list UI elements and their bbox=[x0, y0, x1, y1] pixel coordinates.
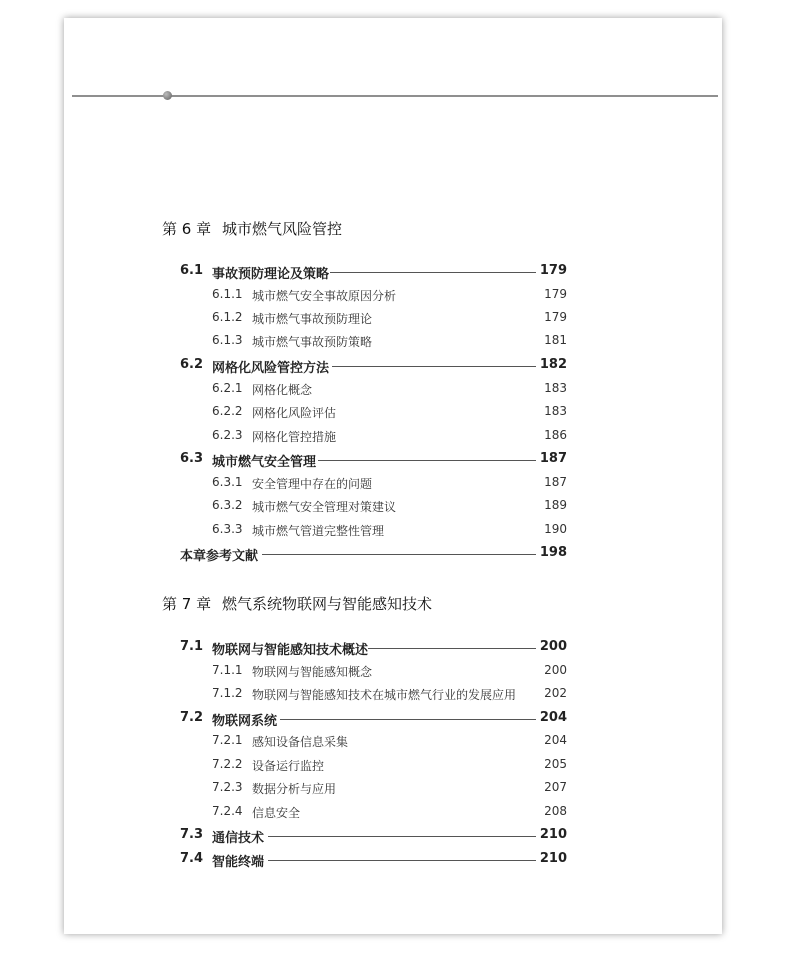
section-title: 物联网系统 bbox=[212, 714, 278, 729]
subsection-number: 6.3.1 bbox=[212, 475, 243, 489]
section-number: 7.4 bbox=[180, 851, 204, 866]
page-number: 210 bbox=[539, 851, 567, 866]
section-number: 7.1 bbox=[180, 639, 204, 654]
page-number: 186 bbox=[544, 428, 567, 442]
page-number: 202 bbox=[544, 686, 567, 700]
toc-subsection bbox=[64, 333, 722, 353]
toc-section-6-1 bbox=[64, 263, 722, 283]
book-page bbox=[64, 18, 722, 934]
page-number: 205 bbox=[544, 757, 567, 771]
page-number: 183 bbox=[544, 381, 567, 395]
page-number: 207 bbox=[544, 780, 567, 794]
subsection-title: 网格化管控措施 bbox=[252, 430, 337, 444]
page-number: 198 bbox=[539, 545, 567, 560]
toc-subsection bbox=[64, 287, 722, 307]
page-number: 204 bbox=[544, 733, 567, 747]
page-number: 181 bbox=[544, 333, 567, 347]
subsection-number: 6.2.3 bbox=[212, 428, 243, 442]
toc-section-7-2 bbox=[64, 710, 722, 730]
chapter-7-heading bbox=[162, 593, 432, 614]
subsection-title: 城市燃气安全管理对策建议 bbox=[252, 500, 397, 514]
toc-subsection bbox=[64, 780, 722, 800]
toc-subsection bbox=[64, 686, 722, 706]
dot-leader bbox=[332, 366, 536, 367]
dot-leader bbox=[262, 554, 536, 555]
header-dot-ornament bbox=[163, 91, 172, 100]
page-number: 179 bbox=[544, 287, 567, 301]
dot-leader bbox=[368, 648, 536, 649]
subsection-number: 6.1.3 bbox=[212, 333, 243, 347]
toc-section-6-2 bbox=[64, 357, 722, 377]
page-number: 187 bbox=[539, 451, 567, 466]
references-title: 本章参考文献 bbox=[180, 549, 259, 564]
page-number: 190 bbox=[544, 522, 567, 536]
subsection-title: 信息安全 bbox=[252, 806, 301, 820]
page-number: 182 bbox=[539, 357, 567, 372]
dot-leader bbox=[330, 272, 536, 273]
subsection-title: 物联网与智能感知技术在城市燃气行业的发展应用 bbox=[252, 688, 517, 702]
subsection-number: 6.3.3 bbox=[212, 522, 243, 536]
section-title: 物联网与智能感知技术概述 bbox=[212, 643, 369, 658]
page-number: 179 bbox=[544, 310, 567, 324]
toc-subsection bbox=[64, 381, 722, 401]
subsection-number: 6.1.1 bbox=[212, 287, 243, 301]
page-number: 200 bbox=[539, 639, 567, 654]
section-number: 6.2 bbox=[180, 357, 204, 372]
toc-section-7-4 bbox=[64, 851, 722, 871]
subsection-number: 7.2.3 bbox=[212, 780, 243, 794]
subsection-number: 6.3.2 bbox=[212, 498, 243, 512]
section-title: 通信技术 bbox=[212, 831, 265, 846]
toc-subsection bbox=[64, 498, 722, 518]
subsection-number: 7.2.1 bbox=[212, 733, 243, 747]
chapter-number: 第 6 章 bbox=[162, 220, 212, 238]
subsection-title: 网格化概念 bbox=[252, 383, 313, 397]
chapter-number: 第 7 章 bbox=[162, 595, 212, 613]
toc-subsection bbox=[64, 663, 722, 683]
chapter-title: 燃气系统物联网与智能感知技术 bbox=[222, 595, 433, 613]
section-number: 7.2 bbox=[180, 710, 204, 725]
subsection-title: 感知设备信息采集 bbox=[252, 735, 349, 749]
section-title: 城市燃气安全管理 bbox=[212, 455, 317, 470]
dot-leader bbox=[268, 836, 536, 837]
page-number: 208 bbox=[544, 804, 567, 818]
toc-section-7-1 bbox=[64, 639, 722, 659]
subsection-title: 设备运行监控 bbox=[252, 759, 325, 773]
dot-leader bbox=[280, 719, 536, 720]
subsection-title: 物联网与智能感知概念 bbox=[252, 665, 373, 679]
page-number: 189 bbox=[544, 498, 567, 512]
subsection-number: 7.2.4 bbox=[212, 804, 243, 818]
toc-subsection bbox=[64, 310, 722, 330]
subsection-number: 7.1.1 bbox=[212, 663, 243, 677]
toc-subsection bbox=[64, 404, 722, 424]
section-number: 7.3 bbox=[180, 827, 204, 842]
chapter-title: 城市燃气风险管控 bbox=[222, 220, 343, 238]
subsection-title: 城市燃气管道完整性管理 bbox=[252, 524, 385, 538]
page-number: 179 bbox=[539, 263, 567, 278]
toc-section-7-3 bbox=[64, 827, 722, 847]
subsection-title: 城市燃气事故预防理论 bbox=[252, 312, 373, 326]
page-number: 210 bbox=[539, 827, 567, 842]
subsection-number: 7.1.2 bbox=[212, 686, 243, 700]
page-number: 204 bbox=[539, 710, 567, 725]
page-number: 200 bbox=[544, 663, 567, 677]
toc-section-6-3 bbox=[64, 451, 722, 471]
subsection-title: 网格化风险评估 bbox=[252, 406, 337, 420]
page-number: 183 bbox=[544, 404, 567, 418]
dot-leader bbox=[318, 460, 536, 461]
chapter-6-heading bbox=[162, 218, 342, 239]
toc-chapter-references bbox=[64, 545, 722, 565]
subsection-number: 6.1.2 bbox=[212, 310, 243, 324]
toc-subsection bbox=[64, 475, 722, 495]
subsection-title: 城市燃气事故预防策略 bbox=[252, 335, 373, 349]
section-number: 6.3 bbox=[180, 451, 204, 466]
section-title: 事故预防理论及策略 bbox=[212, 267, 330, 282]
toc-subsection bbox=[64, 804, 722, 824]
section-title: 智能终端 bbox=[212, 855, 265, 870]
subsection-number: 7.2.2 bbox=[212, 757, 243, 771]
dot-leader bbox=[268, 860, 536, 861]
section-title: 网格化风险管控方法 bbox=[212, 361, 330, 376]
toc-subsection bbox=[64, 428, 722, 448]
toc-subsection bbox=[64, 522, 722, 542]
subsection-number: 6.2.1 bbox=[212, 381, 243, 395]
subsection-number: 6.2.2 bbox=[212, 404, 243, 418]
toc-subsection bbox=[64, 757, 722, 777]
toc-subsection bbox=[64, 733, 722, 753]
page-number: 187 bbox=[544, 475, 567, 489]
subsection-title: 安全管理中存在的问题 bbox=[252, 477, 373, 491]
subsection-title: 城市燃气安全事故原因分析 bbox=[252, 289, 397, 303]
section-number: 6.1 bbox=[180, 263, 204, 278]
subsection-title: 数据分析与应用 bbox=[252, 782, 337, 796]
